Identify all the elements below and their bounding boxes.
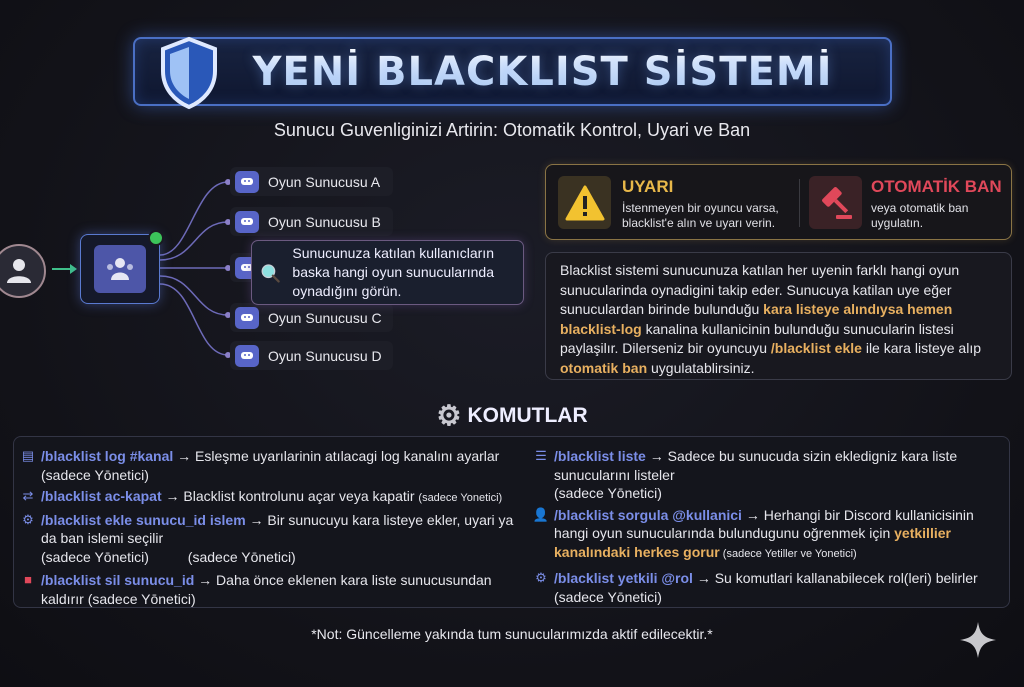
command-desc: → Su komutlari kallanabilecek rol(leri) belirler xyxy=(692,570,978,586)
info-tooltip xyxy=(251,240,524,305)
warning-icon xyxy=(558,176,611,229)
command-desc: → Bir sunucuyu kara listeye ekler, uyari ya da ban islemi seçilir xyxy=(41,511,514,546)
command-item xyxy=(534,447,994,503)
page-subtitle: Sunucu Guvenliginizi Artirin: Otomatik Kontrol, Uyari ve Ban xyxy=(273,120,751,140)
commands-heading xyxy=(0,399,1024,432)
log-icon: ▤ xyxy=(21,448,35,464)
toggle-icon: ⇄ xyxy=(22,488,34,504)
discord-icon xyxy=(235,211,259,233)
command-note: (sadece Yōnetici) xyxy=(41,466,149,483)
commands-right-column xyxy=(534,447,994,609)
command-note: (sadece Yetiller ve Yonetici) xyxy=(719,547,857,560)
command-desc: → Sadece bu sunucuda sizin ekledigniz kara liste sunucularını listeler xyxy=(554,448,958,483)
commands-left-column xyxy=(21,447,521,611)
command-name: /blacklist sil sunucu_id xyxy=(41,572,195,588)
alert-panel xyxy=(545,164,1012,240)
command-name: /blacklist sorgula @kullanici xyxy=(554,506,742,523)
command-note: (sadece Yōnetici) (sadece Yōnetici) xyxy=(41,548,296,565)
desc-text: kanalina kullanicinin bulunduğu sunucularin listesi paylaşilır. Dilerseniz bir oyuncuyu xyxy=(560,320,954,356)
command-desc: → Daha önce eklenen kara liste sunucusundan kaldırır xyxy=(41,572,492,607)
page-title: YENİ BLACKLIST SİSTEMİ xyxy=(252,48,833,95)
commands-panel xyxy=(13,436,1010,608)
desc-text: uygulatablirsiniz. xyxy=(647,359,755,376)
command-item xyxy=(534,506,994,564)
discord-icon xyxy=(235,345,259,367)
divider xyxy=(799,179,800,227)
command-desc: → Herhangi bir Discord kullanicisinin hangi oyun sunucularında bulundugunu oğrenmek için xyxy=(554,506,974,541)
title-banner xyxy=(133,37,892,106)
tooltip-text: Sunucunuza katılan kullanıcların baska hangi oyun sunucularında oynadığını görün. xyxy=(292,245,494,299)
ban-text: veya otomatik ban uygulatın. xyxy=(871,201,969,230)
command-note: (sadece Yonetici) xyxy=(418,492,503,504)
command-name: /blacklist yetkili @rol xyxy=(554,570,693,586)
user-icon: 👤 xyxy=(532,506,550,522)
magnifier-icon xyxy=(260,250,280,296)
command-name: /blacklist liste xyxy=(554,448,646,464)
server-name: Oyun Sunucusu C xyxy=(268,309,382,326)
command-highlight: yetkillier kanalındaki herkes gorur xyxy=(554,525,951,560)
sparkle-icon xyxy=(958,620,998,660)
warning-title: UYARI xyxy=(622,177,674,196)
command-item xyxy=(21,487,521,508)
warning-text: İstenmeyen bir oyuncu varsa, blacklist'e alın ve uyarı verin. xyxy=(622,201,779,230)
server-item xyxy=(230,341,393,370)
command-item xyxy=(534,569,994,606)
command-desc: → Blacklist kontrolunu açar veya kapatir xyxy=(161,488,419,504)
command-note: (sadece Yōnetici) xyxy=(87,590,196,607)
desc-highlight: otomatik ban xyxy=(560,359,648,376)
server-item xyxy=(230,207,393,236)
desc-text: ile kara listeye alıp xyxy=(861,340,981,356)
command-item xyxy=(21,511,521,567)
server-item xyxy=(230,167,393,196)
command-name: /blacklist ac-kapat xyxy=(41,488,162,504)
server-name: Oyun Sunucusu D xyxy=(268,347,382,364)
user-icon xyxy=(4,256,34,286)
desc-highlight: kara listeye alındıysa hemen blacklist-log xyxy=(560,301,953,337)
command-note: (sadece Yōnetici) xyxy=(554,588,662,605)
gear-icon: ⚙ xyxy=(535,570,547,586)
gear-icon: ⚙ xyxy=(22,511,34,527)
description-panel xyxy=(545,252,1012,380)
desc-text: Blacklist sistemi sunucunuza katılan her uyenin farklı hangi oyun sunucularinda oynadigini takip eder. Sunucuya katilan uye eğer sunuculardan birinde bulunduğu xyxy=(560,262,960,317)
server-hub xyxy=(80,234,160,304)
server-name: Oyun Sunucusu B xyxy=(268,213,381,230)
discord-icon xyxy=(235,307,259,329)
shield-icon xyxy=(157,35,221,111)
command-note: (sadece Yōnetici) xyxy=(554,485,662,501)
group-icon xyxy=(103,256,137,282)
server-item xyxy=(230,303,393,332)
gavel-icon xyxy=(809,176,862,229)
command-desc: → Esleşme uyarılarinin atılacagi log kanalını ayarlar xyxy=(173,448,500,464)
footnote: *Not: Güncelleme yakında tum sunucularımızda aktif edilecektir.* xyxy=(311,626,713,642)
command-item xyxy=(21,571,521,608)
command-name: /blacklist ekle sunucu_id islem xyxy=(41,511,246,528)
gear-icon: ⚙ xyxy=(436,400,462,431)
ban-title: OTOMATİK BAN xyxy=(871,177,1002,196)
desc-highlight: /blacklist ekle xyxy=(770,340,862,356)
online-badge-icon xyxy=(148,230,164,246)
discord-icon xyxy=(235,171,259,193)
command-name: /blacklist log #kanal xyxy=(41,448,174,464)
server-name: Oyun Sunucusu A xyxy=(268,173,381,190)
commands-heading-text: KOMUTLAR xyxy=(467,403,588,427)
delete-icon: ■ xyxy=(24,572,32,588)
list-icon: ☰ xyxy=(535,448,547,464)
command-item xyxy=(21,447,521,484)
